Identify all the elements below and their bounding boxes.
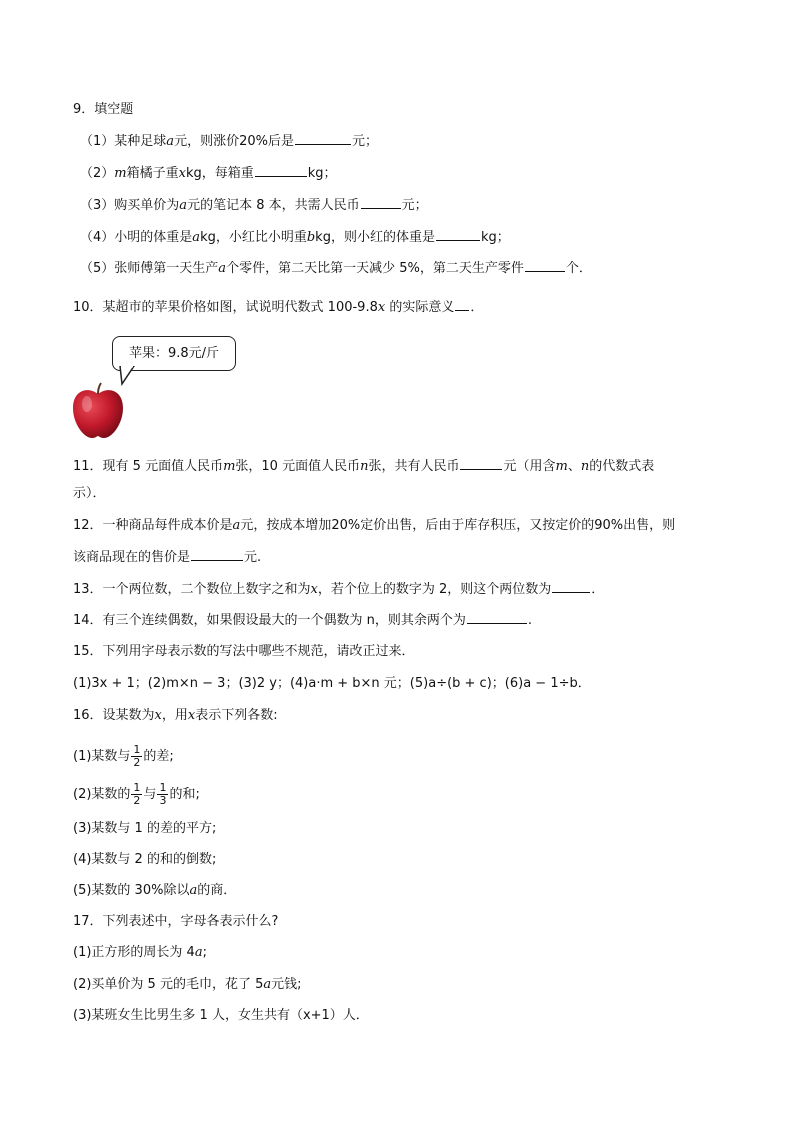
q10-text: 10．某超市的苹果价格如图，试说明代数式 100-9.8x 的实际意义 ． xyxy=(73,297,483,318)
answer-blank[interactable] xyxy=(455,297,469,311)
q9-item-1: （1）某种足球a元，则涨价20%后是 元； xyxy=(80,131,378,152)
fraction-one-half: $\frac{1}{2}$ xyxy=(133,743,141,769)
q11-line-1: 11．现有 5 元面值人民币m张，10 元面值人民币n张，共有人民币 元（用含m、n的代数式表 xyxy=(73,456,654,477)
q9-item-2: （2）m箱橘子重xkg，每箱重 kg； xyxy=(80,163,337,184)
q13-text: 13．一个两位数，二个数位上数字之和为x，若个位上的数字为 2，则这个两位数为 ． xyxy=(73,579,604,600)
q15-title: 15．下列用字母表示数的写法中哪些不规范，请改正过来． xyxy=(73,644,415,659)
q9-title: 9．填空题 xyxy=(73,102,134,117)
q16-item-3: (3)某数与 1 的差的平方; xyxy=(73,821,217,836)
q17-item-2: (2)买单价为 5 元的毛巾，花了 5a元钱; xyxy=(73,977,302,992)
q9-item-3: （3）购买单价为a元的笔记本 8 本，共需人民币 元； xyxy=(80,195,428,216)
q16-item-4: (4)某数与 2 的和的倒数; xyxy=(73,852,217,867)
q12-line-1: 12．一种商品每件成本价是a元，按成本增加20%定价出售，后由于库存积压，又按定价的90%出售，则 xyxy=(73,518,676,533)
q17-item-1: (1)正方形的周长为 4a; xyxy=(73,945,207,960)
answer-blank[interactable] xyxy=(191,547,243,561)
answer-blank[interactable] xyxy=(525,258,565,272)
answer-blank[interactable] xyxy=(295,131,351,145)
price-speech-bubble: 苹果：9.8元/斤 xyxy=(112,336,236,371)
fraction-one-half: $\frac{1}{2}$ xyxy=(133,781,141,807)
q17-title: 17．下列表述中，字母各表示什么? xyxy=(73,914,279,929)
q15-expressions: (1)3x + 1；(2)m×n − 3；(3)2 y；(4)a·m + b×n 元；(5)a÷(b + c)；(6)a − 1÷b． xyxy=(73,676,591,691)
q16-title: 16．设某数为x，用x表示下列各数: xyxy=(73,708,278,723)
answer-blank[interactable] xyxy=(467,610,527,624)
q14-text: 14．有三个连续偶数，如果假设最大的一个偶数为 n，则其余两个为 . xyxy=(73,610,532,631)
q16-item-5: (5)某数的 30%除以a的商． xyxy=(73,883,237,898)
answer-blank[interactable] xyxy=(436,227,480,241)
q16-item-2: (2)某数的 $\frac{1}{2}$ 与 $\frac{1}{3}$ 的和; xyxy=(73,781,200,807)
fraction-one-third: $\frac{1}{3}$ xyxy=(159,781,167,807)
answer-blank[interactable] xyxy=(552,579,590,593)
answer-blank[interactable] xyxy=(361,195,401,209)
apple-icon xyxy=(70,382,126,440)
q9-item-5: （5）张师傅第一天生产a个零件，第二天比第一天减少 5%，第二天生产零件 个． xyxy=(80,258,592,279)
q17-item-3: (3)某班女生比男生多 1 人，女生共有（x+1）人． xyxy=(73,1008,369,1023)
q9-item-4: （4）小明的体重是akg，小红比小明重bkg，则小红的体重是 kg； xyxy=(80,227,510,248)
q16-item-1: (1)某数与 $\frac{1}{2}$ 的差; xyxy=(73,743,174,769)
answer-blank[interactable] xyxy=(460,456,502,470)
q11-line-2: 示）． xyxy=(73,486,106,501)
answer-blank[interactable] xyxy=(255,163,307,177)
q12-line-2: 该商品现在的售价是 元. xyxy=(73,547,261,568)
